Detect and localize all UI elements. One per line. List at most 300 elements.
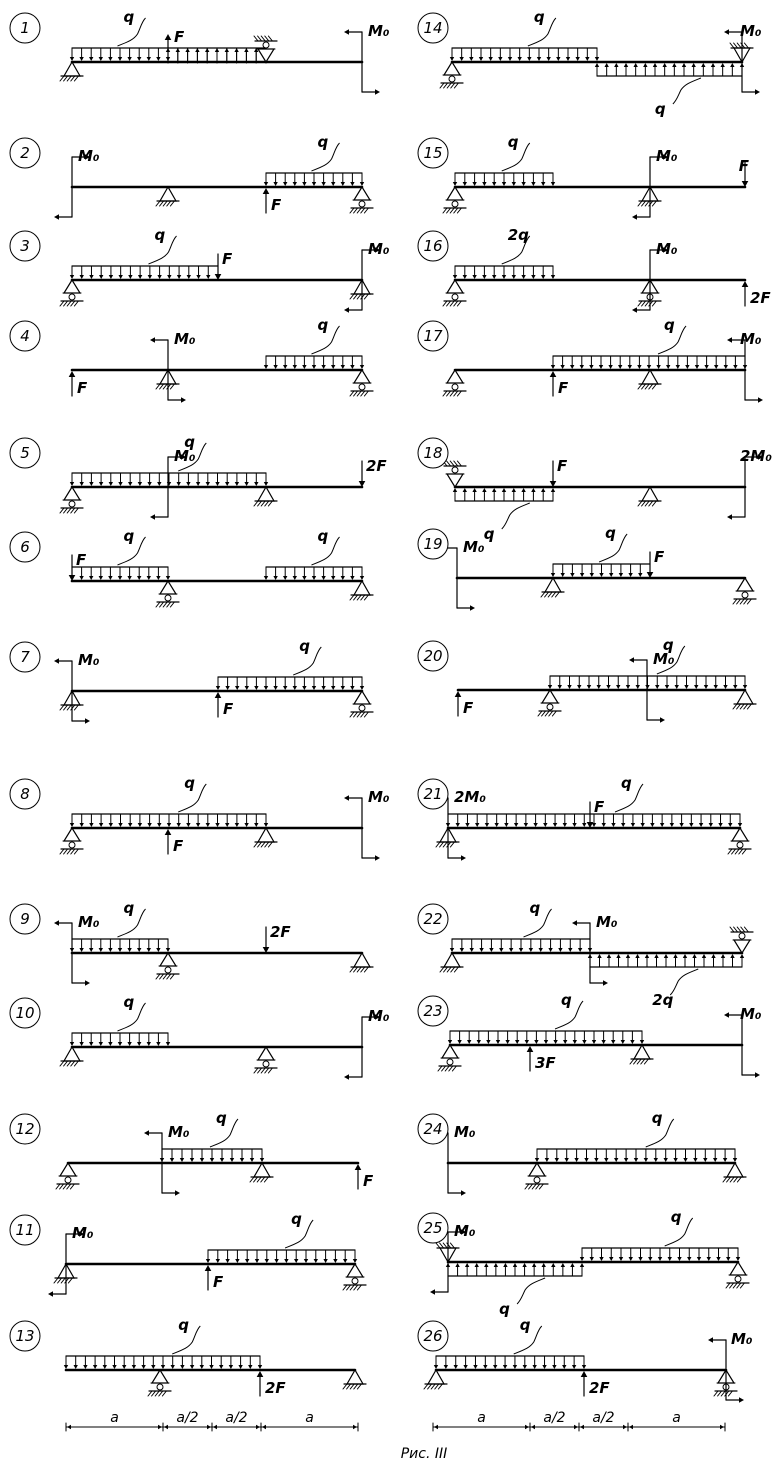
arrowhead bbox=[70, 57, 74, 61]
arrowhead bbox=[512, 488, 516, 492]
arrowhead bbox=[630, 1040, 634, 1044]
distributed-load-label: q bbox=[123, 993, 135, 1011]
point-force bbox=[355, 1164, 374, 1190]
arrowhead bbox=[83, 1365, 87, 1369]
arrowhead bbox=[523, 1365, 527, 1369]
arrowhead bbox=[629, 1425, 633, 1429]
arrowhead bbox=[697, 1257, 701, 1261]
arrowhead bbox=[283, 182, 287, 186]
roller-wheel bbox=[534, 1177, 540, 1183]
arrowhead bbox=[730, 954, 734, 958]
hatch-mark bbox=[730, 1283, 734, 1288]
moment-label: 2M₀ bbox=[740, 447, 772, 465]
arrowhead bbox=[467, 1040, 471, 1044]
arrowhead bbox=[263, 188, 270, 194]
beam-scheme-19 bbox=[418, 524, 756, 611]
arrowhead bbox=[70, 1042, 74, 1046]
arrowhead bbox=[542, 1365, 546, 1369]
arrowhead bbox=[635, 954, 639, 958]
roller-wheel bbox=[69, 294, 75, 300]
moment-label: M₀ bbox=[731, 1330, 753, 1348]
arrowhead bbox=[360, 365, 364, 369]
point-force bbox=[215, 250, 233, 280]
arrowhead bbox=[723, 685, 727, 689]
hatch-mark bbox=[447, 83, 451, 88]
hatch-mark bbox=[350, 294, 354, 299]
arrowhead bbox=[461, 1190, 466, 1196]
arrowhead bbox=[304, 1259, 308, 1263]
hatch-mark bbox=[258, 36, 262, 41]
arrowhead bbox=[654, 1158, 658, 1162]
scheme-number: 10 bbox=[15, 1004, 35, 1022]
moment-label: M₀ bbox=[740, 1005, 762, 1023]
arrowhead bbox=[257, 1371, 264, 1377]
arrowhead bbox=[206, 823, 210, 827]
moment-label: M₀ bbox=[653, 650, 675, 668]
arrowhead bbox=[654, 954, 658, 958]
hatch-mark bbox=[744, 927, 748, 932]
distributed-load-label: q bbox=[561, 991, 572, 1009]
hatch-mark bbox=[638, 201, 642, 206]
arrowhead bbox=[755, 1072, 760, 1078]
distributed-load-label: q bbox=[123, 899, 135, 917]
hatch-mark bbox=[744, 599, 748, 604]
hatch-mark bbox=[450, 301, 454, 306]
arrowhead bbox=[660, 717, 665, 723]
support-triangle bbox=[730, 1262, 746, 1275]
arrowhead bbox=[482, 488, 486, 492]
roller-wheel bbox=[547, 704, 553, 710]
force-label: F bbox=[271, 196, 282, 214]
hatch-mark bbox=[60, 508, 64, 513]
moment-couple bbox=[632, 147, 678, 220]
hatch-mark bbox=[357, 712, 361, 717]
arrowhead bbox=[502, 182, 506, 186]
arrowhead bbox=[54, 214, 59, 220]
hatch-mark bbox=[634, 1059, 638, 1064]
arrowhead bbox=[595, 63, 599, 67]
arrowhead bbox=[350, 686, 354, 690]
hatch-mark bbox=[525, 1184, 529, 1189]
scheme-number: 1 bbox=[20, 19, 30, 37]
arrowhead bbox=[621, 1040, 625, 1044]
scheme-number: 19 bbox=[423, 535, 443, 553]
arrowhead bbox=[69, 371, 76, 377]
arrowhead bbox=[685, 365, 689, 369]
arrowhead bbox=[225, 482, 229, 486]
arrowhead bbox=[434, 1425, 438, 1429]
arrowhead bbox=[496, 1040, 500, 1044]
hatch-mark bbox=[733, 704, 737, 709]
arrowhead bbox=[616, 954, 620, 958]
arrowhead bbox=[175, 1190, 180, 1196]
arrowhead bbox=[150, 337, 155, 343]
arrowhead bbox=[293, 365, 297, 369]
distributed-load-label: q bbox=[317, 316, 329, 334]
arrowhead bbox=[67, 1425, 71, 1429]
roller-wheel bbox=[352, 1278, 358, 1284]
arrowhead bbox=[132, 1365, 136, 1369]
hatch-mark bbox=[67, 705, 71, 710]
arrowhead bbox=[264, 365, 268, 369]
hatch-mark bbox=[447, 461, 451, 466]
arrowhead bbox=[109, 823, 113, 827]
hatch-mark bbox=[58, 1278, 62, 1283]
arrowhead bbox=[743, 685, 747, 689]
arrowhead bbox=[455, 1263, 459, 1267]
arrowhead bbox=[147, 57, 151, 61]
arrowhead bbox=[147, 482, 151, 486]
roller-support-icon bbox=[350, 691, 373, 717]
arrowhead bbox=[463, 488, 467, 492]
scheme-number: 14 bbox=[423, 19, 443, 37]
hatch-mark bbox=[447, 391, 451, 396]
arrowhead bbox=[544, 1040, 548, 1044]
scheme-number: 15 bbox=[423, 144, 443, 162]
beam-scheme-21 bbox=[418, 774, 751, 861]
force-label: F bbox=[76, 551, 87, 569]
hatch-mark bbox=[250, 1177, 254, 1182]
arrowhead bbox=[215, 692, 222, 698]
hatch-mark bbox=[155, 1391, 159, 1396]
scheme-number: 6 bbox=[20, 538, 30, 556]
roller-support-icon bbox=[443, 187, 466, 213]
support-triangle bbox=[542, 690, 558, 703]
hatch-mark bbox=[163, 201, 167, 206]
arrowhead bbox=[614, 1158, 618, 1162]
arrowhead bbox=[597, 954, 601, 958]
arrowhead bbox=[664, 1158, 668, 1162]
hatch-mark bbox=[350, 1384, 354, 1389]
arrowhead bbox=[742, 281, 749, 287]
arrowhead bbox=[128, 275, 132, 279]
arrowhead bbox=[350, 365, 354, 369]
distributed-load-label: q bbox=[621, 774, 632, 792]
scheme-number: 21 bbox=[423, 785, 443, 803]
arrowhead bbox=[502, 488, 506, 492]
beam-scheme-1 bbox=[10, 8, 390, 95]
arrowhead bbox=[118, 57, 122, 61]
support-triangle bbox=[64, 1047, 80, 1061]
arrowhead bbox=[645, 954, 649, 958]
hatch-mark bbox=[649, 201, 653, 206]
arrowhead bbox=[475, 823, 479, 827]
hatch-mark bbox=[261, 1068, 265, 1073]
support-triangle bbox=[64, 487, 80, 500]
hatch-mark bbox=[162, 1391, 166, 1396]
arrowhead bbox=[312, 182, 316, 186]
arrowhead bbox=[165, 829, 172, 835]
arrowhead bbox=[709, 823, 713, 827]
roller-wheel bbox=[452, 384, 458, 390]
moment-label: M₀ bbox=[656, 240, 678, 258]
scheme-number: 11 bbox=[15, 1221, 35, 1239]
arrowhead bbox=[567, 685, 571, 689]
arrowhead bbox=[597, 685, 601, 689]
arrowhead bbox=[533, 823, 537, 827]
hatch-mark bbox=[357, 595, 361, 600]
arrowhead bbox=[570, 573, 574, 577]
arrowhead bbox=[177, 823, 181, 827]
arrowhead bbox=[673, 1158, 677, 1162]
arrowhead bbox=[512, 275, 516, 279]
hatch-mark bbox=[630, 1059, 634, 1064]
hatch-mark bbox=[733, 599, 737, 604]
hatch-mark bbox=[638, 384, 642, 389]
arrowhead bbox=[48, 1291, 53, 1297]
arrowhead bbox=[331, 365, 335, 369]
arrowhead bbox=[137, 57, 141, 61]
roller-support-icon bbox=[538, 690, 561, 716]
roller-wheel bbox=[447, 1059, 453, 1065]
support-triangle bbox=[545, 578, 561, 592]
arrowhead bbox=[344, 307, 349, 313]
arrowhead bbox=[590, 573, 594, 577]
hatch-mark bbox=[649, 301, 653, 306]
arrowhead bbox=[595, 57, 599, 61]
moment-label: M₀ bbox=[454, 1123, 476, 1141]
arrowhead bbox=[472, 275, 476, 279]
scheme-number: 23 bbox=[423, 1002, 443, 1020]
distributed-load-label: q bbox=[317, 133, 329, 151]
hatch-mark bbox=[357, 391, 361, 396]
arrowhead bbox=[492, 182, 496, 186]
arrowhead bbox=[653, 63, 657, 67]
arrowhead bbox=[254, 482, 258, 486]
hatch-mark bbox=[529, 1184, 533, 1189]
support-triangle bbox=[734, 940, 750, 953]
arrowhead bbox=[244, 823, 248, 827]
roller-support-icon bbox=[443, 461, 466, 487]
hatch-mark bbox=[258, 501, 262, 506]
arrowhead bbox=[582, 823, 586, 827]
hatch-mark bbox=[454, 83, 458, 88]
hatch-mark bbox=[170, 602, 174, 607]
arrowhead bbox=[548, 948, 552, 952]
point-force bbox=[647, 548, 665, 578]
hatch-mark bbox=[449, 1066, 453, 1071]
arrowhead bbox=[475, 1263, 479, 1267]
hatch-mark bbox=[261, 501, 265, 506]
arrowhead bbox=[170, 1158, 174, 1162]
arrowhead bbox=[127, 57, 131, 61]
arrowhead bbox=[733, 1158, 737, 1162]
arrowhead bbox=[542, 1263, 546, 1267]
beam-scheme-26 bbox=[418, 1316, 753, 1403]
hatch-mark bbox=[727, 1177, 731, 1182]
arrowhead bbox=[181, 397, 186, 403]
arrowhead bbox=[331, 182, 335, 186]
arrowhead bbox=[209, 1365, 213, 1369]
beam-scheme-23 bbox=[418, 991, 762, 1078]
arrowhead bbox=[118, 576, 122, 580]
arrowhead bbox=[262, 1425, 266, 1429]
hatch-mark bbox=[732, 849, 736, 854]
arrowhead bbox=[721, 954, 725, 958]
hatch-mark bbox=[60, 705, 64, 710]
arrowhead bbox=[353, 1425, 357, 1429]
arrowhead bbox=[624, 1158, 628, 1162]
arrowhead bbox=[585, 57, 589, 61]
arrowhead bbox=[679, 823, 683, 827]
arrowhead bbox=[673, 954, 677, 958]
dimension-row-right bbox=[433, 1410, 725, 1431]
hatch-mark bbox=[70, 1184, 74, 1189]
arrowhead bbox=[616, 685, 620, 689]
hatch-mark bbox=[532, 1184, 536, 1189]
load-leader-line bbox=[517, 1278, 545, 1304]
arrowhead bbox=[302, 365, 306, 369]
distributed-load-label: q bbox=[670, 1208, 682, 1226]
arrowhead bbox=[498, 57, 502, 61]
hatch-mark bbox=[737, 704, 741, 709]
roller-wheel bbox=[739, 933, 745, 939]
distributed-load-down bbox=[551, 316, 747, 369]
arrowhead bbox=[601, 1040, 605, 1044]
hatch-mark bbox=[741, 927, 745, 932]
beam-scheme-20 bbox=[418, 636, 756, 723]
beam-scheme-8 bbox=[10, 774, 390, 861]
moment-label: M₀ bbox=[368, 22, 390, 40]
scheme-number: 17 bbox=[423, 327, 443, 345]
support-triangle bbox=[254, 1163, 270, 1177]
hatch-mark bbox=[261, 842, 265, 847]
arrowhead bbox=[321, 365, 325, 369]
support-triangle bbox=[354, 370, 370, 383]
roller-support-icon bbox=[525, 1163, 548, 1189]
hatch-mark bbox=[163, 974, 167, 979]
arrowhead bbox=[156, 1042, 160, 1046]
distributed-load-down bbox=[206, 1210, 357, 1263]
arrowhead bbox=[80, 275, 84, 279]
hatch-mark bbox=[649, 384, 653, 389]
arrowhead bbox=[312, 576, 316, 580]
arrowhead bbox=[524, 823, 528, 827]
arrowhead bbox=[99, 823, 103, 827]
arrowhead bbox=[631, 823, 635, 827]
arrowhead bbox=[79, 948, 83, 952]
roller-wheel bbox=[742, 592, 748, 598]
hatch-mark bbox=[438, 1066, 442, 1071]
point-force bbox=[165, 829, 184, 855]
beam-scheme-22 bbox=[418, 899, 753, 1009]
arrowhead bbox=[606, 685, 610, 689]
hatch-mark bbox=[152, 1391, 156, 1396]
arrowhead bbox=[558, 685, 562, 689]
arrowhead bbox=[513, 1263, 517, 1267]
hatch-mark bbox=[361, 712, 365, 717]
pin-support-icon bbox=[638, 487, 661, 506]
distributed-load-down bbox=[70, 226, 220, 279]
arrowhead bbox=[138, 275, 142, 279]
arrowhead bbox=[548, 685, 552, 689]
support-triangle bbox=[447, 370, 463, 383]
arrowhead bbox=[70, 823, 74, 827]
hatch-mark bbox=[637, 1059, 641, 1064]
roller-wheel bbox=[452, 467, 458, 473]
roller-wheel bbox=[452, 294, 458, 300]
arrowhead bbox=[499, 948, 503, 952]
pin-support-icon bbox=[60, 1047, 83, 1066]
hatch-mark bbox=[265, 36, 269, 41]
hatch-mark bbox=[730, 1177, 734, 1182]
roller-wheel bbox=[65, 1177, 71, 1183]
hatch-mark bbox=[364, 208, 368, 213]
arrowhead bbox=[470, 948, 474, 952]
arrowhead bbox=[225, 1259, 229, 1263]
arrowhead bbox=[260, 1158, 264, 1162]
support-triangle bbox=[258, 487, 274, 501]
arrowhead bbox=[629, 1257, 633, 1261]
force-label: F bbox=[223, 700, 234, 718]
arrowhead bbox=[321, 182, 325, 186]
hatch-mark bbox=[431, 1384, 435, 1389]
hatch-mark bbox=[265, 842, 269, 847]
hatch-mark bbox=[447, 301, 451, 306]
roller-wheel bbox=[165, 595, 171, 601]
support-triangle bbox=[258, 828, 274, 842]
beam-scheme-13 bbox=[10, 1316, 366, 1397]
arrowhead bbox=[614, 63, 618, 67]
hatch-mark bbox=[268, 36, 272, 41]
distributed-load-down bbox=[448, 991, 644, 1044]
arrowhead bbox=[186, 823, 190, 827]
arrowhead bbox=[235, 823, 239, 827]
hatch-mark bbox=[734, 927, 738, 932]
hatch-mark bbox=[170, 974, 174, 979]
arrowhead bbox=[138, 823, 142, 827]
arrowhead bbox=[505, 1040, 509, 1044]
distributed-load-up bbox=[588, 954, 744, 1009]
arrowhead bbox=[273, 686, 277, 690]
hatch-mark bbox=[163, 602, 167, 607]
arrowhead bbox=[165, 34, 172, 40]
hatch-mark bbox=[443, 842, 447, 847]
arrowhead bbox=[485, 823, 489, 827]
distributed-load-label: q bbox=[605, 524, 616, 542]
roller-support-icon bbox=[60, 828, 83, 854]
hatch-mark bbox=[71, 508, 75, 513]
arrowhead bbox=[628, 365, 632, 369]
arrowhead bbox=[477, 1040, 481, 1044]
distributed-load-label: q bbox=[291, 1210, 302, 1228]
point-force bbox=[205, 1265, 224, 1291]
force-label: 2F bbox=[265, 1379, 286, 1397]
arrowhead bbox=[283, 576, 287, 580]
force-label: 2F bbox=[589, 1379, 610, 1397]
beam-scheme-3 bbox=[10, 226, 390, 313]
arrowhead bbox=[344, 795, 349, 801]
arrowhead bbox=[629, 657, 634, 663]
arrowhead bbox=[312, 365, 316, 369]
support-triangle bbox=[634, 1045, 650, 1059]
arrowhead bbox=[683, 954, 687, 958]
arrowhead bbox=[137, 948, 141, 952]
arrowhead bbox=[640, 823, 644, 827]
pin-support-icon bbox=[723, 1163, 746, 1182]
arrowhead bbox=[739, 1397, 744, 1403]
scheme-number: 24 bbox=[423, 1120, 443, 1138]
beam-scheme-24 bbox=[418, 1109, 746, 1196]
arrowhead bbox=[592, 1040, 596, 1044]
arrowhead bbox=[80, 482, 84, 486]
hatch-mark bbox=[63, 1184, 67, 1189]
distributed-load-label: q bbox=[499, 1300, 510, 1318]
arrowhead bbox=[294, 1259, 298, 1263]
point-force bbox=[165, 28, 185, 62]
hatch-mark bbox=[451, 83, 455, 88]
arrowhead bbox=[521, 488, 525, 492]
